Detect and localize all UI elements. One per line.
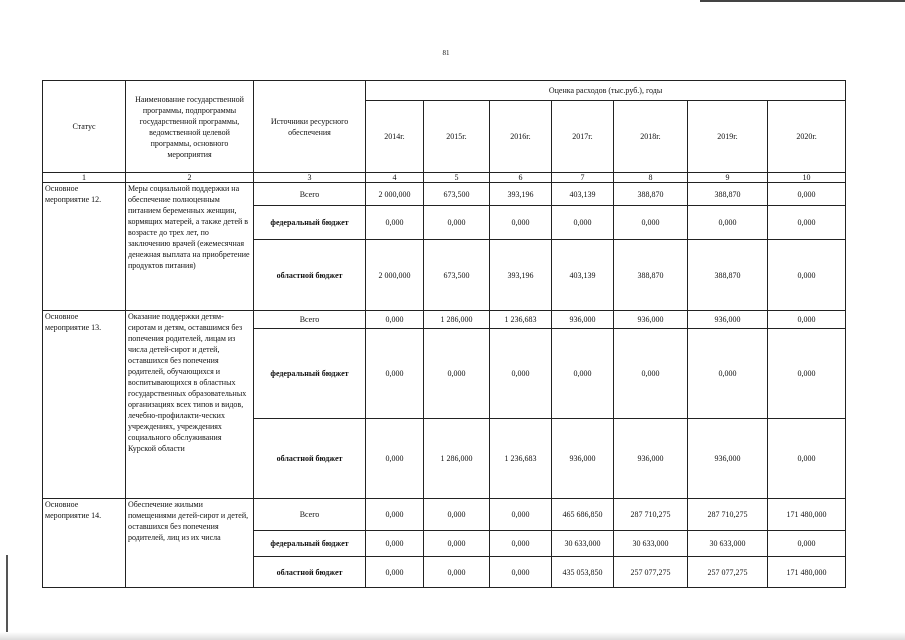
column-number: 9 (688, 173, 768, 183)
header-name: Наименование государственной программы, подпрограммы государственной программы, ведомственной целевой программы, основного мероприятия (126, 81, 254, 173)
value-cell: 287 710,275 (614, 499, 688, 531)
value-cell: 0,000 (366, 557, 424, 588)
value-cell: 257 077,275 (614, 557, 688, 588)
header-status: Статус (43, 81, 126, 173)
value-cell: 435 053,850 (552, 557, 614, 588)
value-cell: 0,000 (424, 499, 490, 531)
source-label: областной бюджет (254, 240, 366, 311)
value-cell: 0,000 (688, 206, 768, 240)
column-number: 5 (424, 173, 490, 183)
group-status: Основное мероприятие 14. (43, 499, 126, 588)
value-cell: 287 710,275 (688, 499, 768, 531)
value-cell: 388,870 (614, 183, 688, 206)
value-cell: 0,000 (490, 499, 552, 531)
header-year: 2014г. (366, 101, 424, 173)
column-number: 4 (366, 173, 424, 183)
scan-bottom-shadow (0, 632, 905, 640)
value-cell: 0,000 (424, 329, 490, 419)
column-number: 3 (254, 173, 366, 183)
value-cell: 0,000 (768, 419, 846, 499)
expenses-table (42, 80, 846, 588)
value-cell: 257 077,275 (688, 557, 768, 588)
value-cell: 1 286,000 (424, 311, 490, 329)
value-cell: 1 236,683 (490, 311, 552, 329)
header-year: 2019г. (688, 101, 768, 173)
group-name: Оказание поддержки детям-сиротам и детям, оставшимся без попечения родителей, лицам из числа детей-сирот и детей, оставшихся без попечения родителей, обучающихся и воспитывающихся в областных государственных образовательных организациях всех типов и видов, лечебно-профилакти-ческих учреждениях, учреждениях социального обслуживания Курской области (126, 311, 254, 499)
value-cell: 0,000 (424, 557, 490, 588)
source-label: Всего (254, 311, 366, 329)
header-sources: Источники ресурсного обеспечения (254, 81, 366, 173)
header-year: 2018г. (614, 101, 688, 173)
source-label: областной бюджет (254, 557, 366, 588)
value-cell: 1 236,683 (490, 419, 552, 499)
value-cell: 673,500 (424, 240, 490, 311)
group-name: Обеспечение жилыми помещениями детей-сирот и детей, оставшихся без попечения родителей, лиц из их числа (126, 499, 254, 588)
value-cell: 0,000 (366, 419, 424, 499)
value-cell: 0,000 (614, 206, 688, 240)
page-number: 81 (442, 49, 450, 57)
value-cell: 393,196 (490, 240, 552, 311)
table-row (43, 183, 846, 206)
value-cell: 936,000 (614, 311, 688, 329)
value-cell: 403,139 (552, 183, 614, 206)
table-row (43, 499, 846, 531)
group-name: Меры социальной поддержки на обеспечение полноценным питанием беременных женщин, кормящих матерей, а также детей в возрасте до трех лет, по заключению врачей (ежемесячная денежная выплата на приобретение продуктов питания) (126, 183, 254, 311)
column-number: 6 (490, 173, 552, 183)
value-cell: 171 480,000 (768, 557, 846, 588)
value-cell: 0,000 (424, 206, 490, 240)
value-cell: 0,000 (366, 531, 424, 557)
table-row (43, 311, 846, 329)
header-year: 2017г. (552, 101, 614, 173)
value-cell: 936,000 (688, 311, 768, 329)
scan-top-line (700, 0, 905, 2)
group-status: Основное мероприятие 13. (43, 311, 126, 499)
column-number-row (43, 173, 846, 183)
value-cell: 388,870 (614, 240, 688, 311)
value-cell: 936,000 (688, 419, 768, 499)
column-number: 10 (768, 173, 846, 183)
column-number: 1 (43, 173, 126, 183)
source-label: Всего (254, 499, 366, 531)
value-cell: 0,000 (366, 206, 424, 240)
column-number: 8 (614, 173, 688, 183)
source-label: областной бюджет (254, 419, 366, 499)
value-cell: 0,000 (552, 329, 614, 419)
scan-left-edge (6, 555, 8, 640)
header-year: 2016г. (490, 101, 552, 173)
value-cell: 0,000 (490, 557, 552, 588)
value-cell: 465 686,850 (552, 499, 614, 531)
value-cell: 2 000,000 (366, 183, 424, 206)
source-label: федеральный бюджет (254, 206, 366, 240)
value-cell: 30 633,000 (614, 531, 688, 557)
value-cell: 0,000 (490, 531, 552, 557)
value-cell: 171 480,000 (768, 499, 846, 531)
value-cell: 0,000 (366, 329, 424, 419)
value-cell: 936,000 (614, 419, 688, 499)
value-cell: 388,870 (688, 240, 768, 311)
value-cell: 388,870 (688, 183, 768, 206)
value-cell: 0,000 (768, 531, 846, 557)
value-cell: 1 286,000 (424, 419, 490, 499)
value-cell: 30 633,000 (552, 531, 614, 557)
value-cell: 2 000,000 (366, 240, 424, 311)
value-cell: 0,000 (366, 311, 424, 329)
value-cell: 0,000 (768, 183, 846, 206)
column-number: 7 (552, 173, 614, 183)
value-cell: 0,000 (424, 531, 490, 557)
value-cell: 0,000 (688, 329, 768, 419)
value-cell: 0,000 (552, 206, 614, 240)
value-cell: 30 633,000 (688, 531, 768, 557)
column-number: 2 (126, 173, 254, 183)
value-cell: 0,000 (768, 240, 846, 311)
value-cell: 0,000 (768, 206, 846, 240)
value-cell: 0,000 (614, 329, 688, 419)
group-status: Основное мероприятие 12. (43, 183, 126, 311)
value-cell: 0,000 (768, 329, 846, 419)
value-cell: 393,196 (490, 183, 552, 206)
value-cell: 403,139 (552, 240, 614, 311)
source-label: федеральный бюджет (254, 531, 366, 557)
value-cell: 0,000 (768, 311, 846, 329)
value-cell: 0,000 (490, 329, 552, 419)
source-label: Всего (254, 183, 366, 206)
source-label: федеральный бюджет (254, 329, 366, 419)
header-expenses: Оценка расходов (тыс.руб.), годы (366, 81, 846, 101)
header-row-1 (43, 81, 846, 101)
header-year: 2015г. (424, 101, 490, 173)
value-cell: 0,000 (490, 206, 552, 240)
header-year: 2020г. (768, 101, 846, 173)
value-cell: 0,000 (366, 499, 424, 531)
value-cell: 936,000 (552, 419, 614, 499)
value-cell: 936,000 (552, 311, 614, 329)
value-cell: 673,500 (424, 183, 490, 206)
